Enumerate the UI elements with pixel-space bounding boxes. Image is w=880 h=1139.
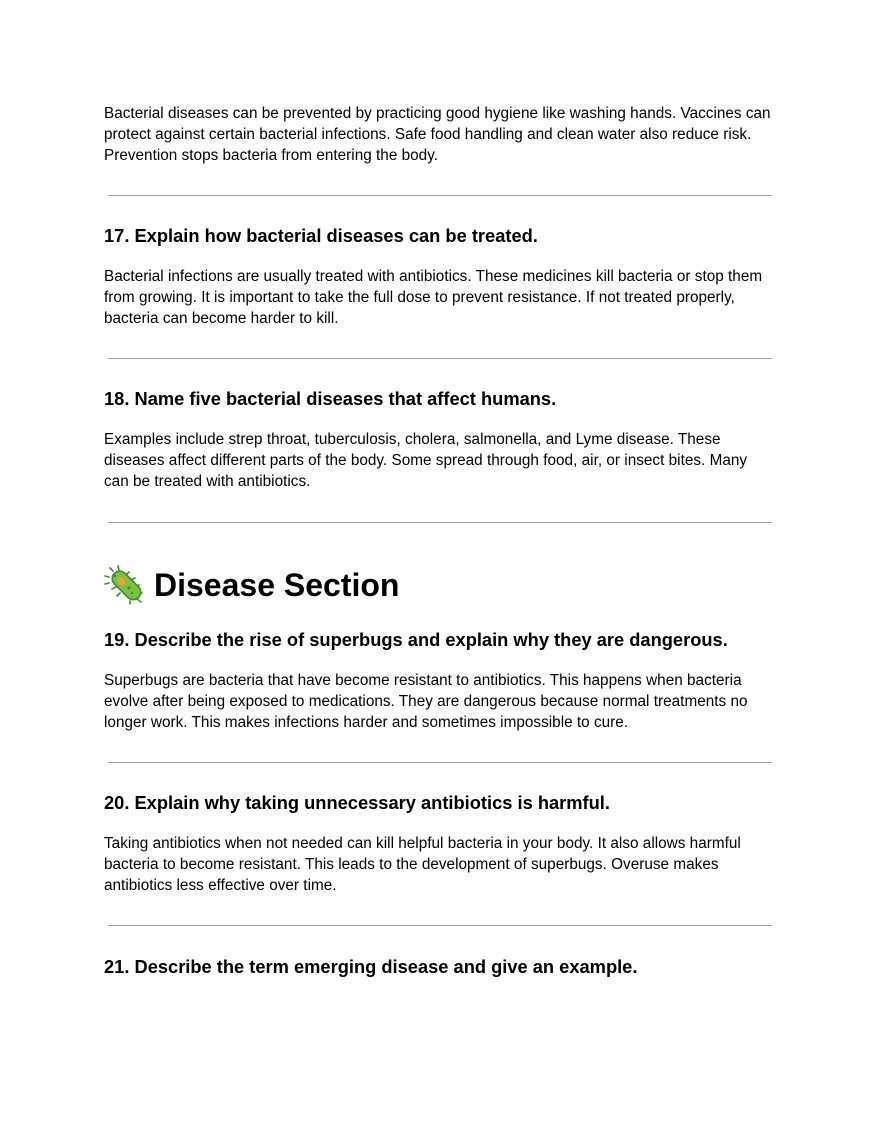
- answer-20: Taking antibiotics when not needed can kill helpful bacteria in your body. It also allows harmful bacteria to become resistant. This leads to the development of superbugs. Overuse makes antibiotics less effective over time.: [104, 835, 741, 894]
- question-20: 20. Explain why taking unnecessary antibiotics is harmful.: [104, 792, 610, 813]
- section-title-text: Disease Section: [154, 567, 400, 603]
- answer-18: Examples include strep throat, tuberculosis, cholera, salmonella, and Lyme disease. These diseases affect different parts of the body. Some spread through food, air, or insect bites. Many can be treated with antibiotics.: [104, 431, 748, 490]
- question-21: 21. Describe the term emerging disease and give an example.: [104, 956, 638, 977]
- divider: [108, 195, 772, 196]
- question-18: 18. Name five bacterial diseases that affect humans.: [104, 388, 557, 409]
- question-19: 19. Describe the rise of superbugs and explain why they are dangerous.: [104, 629, 728, 650]
- divider: [108, 925, 772, 926]
- answer-16: Bacterial diseases can be prevented by practicing good hygiene like washing hands. Vaccines can protect against certain bacterial infections. Safe food handling and clean water also reduce risk. Prevention stops bacteria from entering the body.: [104, 105, 771, 164]
- divider: [108, 358, 772, 359]
- divider: [108, 762, 772, 763]
- answer-19: Superbugs are bacteria that have become resistant to antibiotics. This happens when bacteria evolve after being exposed to medications. They are dangerous because normal treatments no longer work. This makes infections harder and sometimes impossible to cure.: [104, 672, 748, 731]
- microbe-icon: [104, 565, 144, 605]
- section-title: [104, 565, 399, 605]
- question-17: 17. Explain how bacterial diseases can be treated.: [104, 225, 538, 246]
- divider: [108, 522, 772, 523]
- answer-17: Bacterial infections are usually treated with antibiotics. These medicines kill bacteria or stop them from growing. It is important to take the full dose to prevent resistance. If not treated properly, bacteria can become harder to kill.: [104, 268, 763, 327]
